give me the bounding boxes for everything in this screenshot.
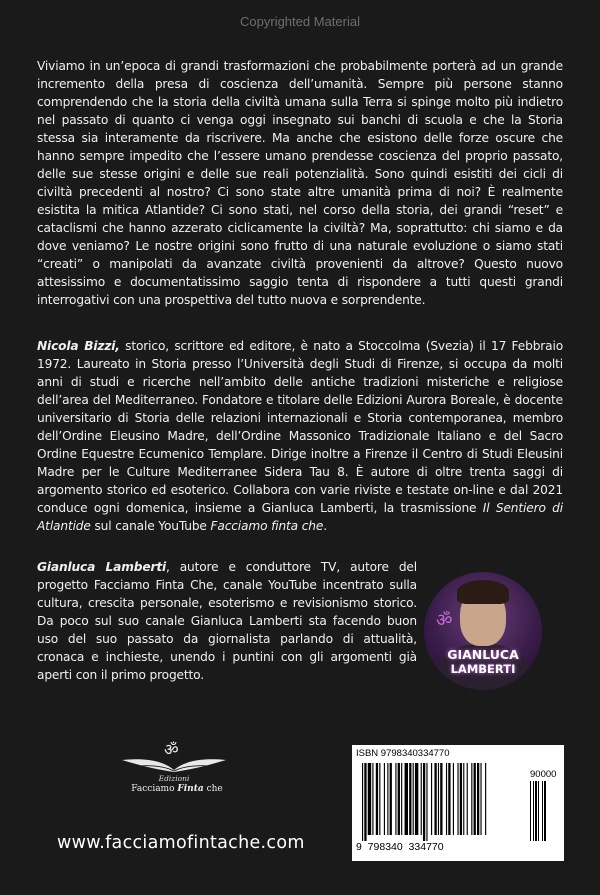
portrait-name-first: GIANLUCA [447, 647, 519, 662]
barcode-bar [446, 763, 447, 835]
author-bio-lamberti [37, 558, 417, 684]
barcode-bar [415, 763, 418, 835]
barcode-bar [485, 763, 486, 835]
brand-part-b: Finta [177, 784, 204, 794]
author-bio-bizzi [37, 337, 563, 535]
barcode-bar [364, 763, 366, 841]
price-code: 90000 [530, 769, 557, 780]
barcode-bar [384, 763, 385, 835]
barcode-bar [463, 763, 464, 835]
barcode-bar [448, 763, 450, 835]
isbn-text: ISBN 9798340334770 [356, 748, 450, 759]
portrait-name-last: LAMBERTI [450, 662, 516, 676]
barcode-bar [362, 763, 363, 841]
barcode-bar [453, 763, 454, 835]
addon-bar [538, 781, 539, 841]
synopsis-paragraph: Viviamo in un’epoca di grandi trasformazioni che probabilmente porterà ad un grande incremento della presa di coscienza dell’umanità. Sempre più persone stanno comprendendo che la storia della civiltà umana sulla Terra si spinge molto più indietro nel passato di quanto ci venga oggi insegnato sui banchi di scuola e che la Storia stessa sia interamente da riscrivere. Ma anche che esistono delle forze oscure che hanno sempre impedito che l’essere umano prendesse coscienza del proprio passato, delle sue stesse origini e delle sue reali potenzialità. Sono quindi esistiti dei cicli di civiltà precedenti al nostro? Ci sono state altre umanità prima di noi? È realmente esistita la mitica Atlantide? Ci sono stati, nel corso della storia, dei grandi “reset” e cataclismi che hanno azzerato ciclicamente la civiltà? Ma, soprattutto: chi siamo e da dove veniamo? Le nostre origini sono frutto di una naturale evoluzione o siamo stati “creati” o manipolati da avanzate civiltà provenienti da altrove? Questo nuovo attesissimo e documentatissimo saggio tenta di rispondere a tutti questi grandi interrogativi con una prospettiva del tutto nuova e sorprendente. [37, 59, 563, 307]
barcode-bar [395, 763, 396, 835]
publisher-edizioni: Edizioni [158, 774, 190, 783]
bio-text-lamberti: , autore e conduttore TV, autore del progetto Facciamo Finta Che, canale YouTube incentrato sulla cultura, crescita personale, esoterismo e revisionismo storico. Da poco sul suo canale Gianluca Lamberti sta facendo buon uso del suo passato da giornalista parlando di attualità, cronaca e inchieste, unendo i puntini con gli argomenti già aperti con il primo progetto. [37, 560, 417, 682]
barcode-bar [467, 763, 468, 835]
barcode-bar [401, 763, 402, 835]
barcode-label [352, 745, 564, 861]
barcode-bar [398, 763, 400, 835]
barcode-bar [379, 763, 380, 835]
barcode-bar [413, 763, 414, 835]
show-title: Il Sentiero di Atlantide [37, 501, 563, 533]
om-logo-icon: ॐ [164, 740, 179, 759]
barcode-bar [409, 763, 411, 835]
om-icon: ॐ [436, 610, 453, 631]
barcode-bar [477, 763, 479, 835]
barcode-bar [426, 763, 427, 841]
bio-text: storico, scrittore ed editore, è nato a Stoccolma (Svezia) il 17 Febbraio 1972. Laureato in Storia presso l’Università degli Studi di Firenze, si occupa da molti anni di studi e ricerche nell’ambito delle antiche tradizioni misteriche e religiose dell’area del Mediterraneo. Fondatore e titolare delle Edizioni Aurora Boreale, è docente universitario di Storia delle relazioni internazionali e Storia contemporanea, membro dell’Ordine Eleusino Madre, dell’Ordine Massonico Tradizionale Italiano e del Sacro Ordine Equestre Ecumenico Templare. Dirige inoltre a Firenze il Centro di Studi Eleusini Madre per le Culture Mediterranee Sidera Tau 8. È autore di oltre trenta saggi di argomento storico ed esoterico. Collabora con varie riviste e testate on-line e dal 2021 conduce ogni domenica, insieme a Gianluca Lamberti, la trasmissione [37, 339, 563, 515]
barcode-bar [372, 763, 373, 835]
barcode-bar [471, 763, 472, 835]
publisher-logo [118, 740, 230, 800]
addon-bar [530, 781, 531, 841]
barcode-bar [431, 763, 432, 835]
wings-icon [118, 756, 230, 774]
barcode-bar [440, 763, 442, 835]
barcode-bar [460, 763, 462, 835]
barcode-digits: 9 798340 334770 [356, 841, 444, 853]
publisher-brand [118, 784, 236, 794]
barcode-bar [387, 763, 388, 835]
brand-part-a: Facciamo [131, 784, 178, 794]
barcode-bar [390, 763, 392, 835]
addon-bar [535, 781, 537, 841]
author-name-lamberti: Gianluca Lamberti [37, 560, 167, 574]
author-portrait-badge [424, 572, 542, 690]
barcode-bar [438, 763, 439, 835]
barcode-bar [421, 763, 422, 835]
barcode-bar [423, 763, 425, 841]
addon-bar [542, 781, 543, 841]
bio-text-mid: sul canale YouTube [90, 519, 211, 533]
addon-bar [544, 781, 546, 841]
barcode-bar [434, 763, 436, 835]
author-name-bizzi: Nicola Bizzi, [37, 339, 120, 353]
channel-title: Facciamo finta che [210, 519, 324, 533]
barcode-bar [368, 763, 371, 835]
barcode-bar [405, 763, 408, 835]
barcode-bar [457, 763, 458, 835]
website-url: www.facciamofintache.com [57, 833, 305, 853]
portrait-hair [457, 580, 509, 604]
addon-bar [533, 781, 534, 841]
barcode-bar [376, 763, 378, 835]
barcode-bar [474, 763, 476, 835]
brand-part-c: che [203, 784, 223, 794]
barcode-bars [362, 763, 558, 843]
copyright-watermark: Copyrighted Material [240, 14, 360, 29]
bio-text-end: . [323, 519, 327, 533]
barcode-bar [480, 763, 481, 835]
